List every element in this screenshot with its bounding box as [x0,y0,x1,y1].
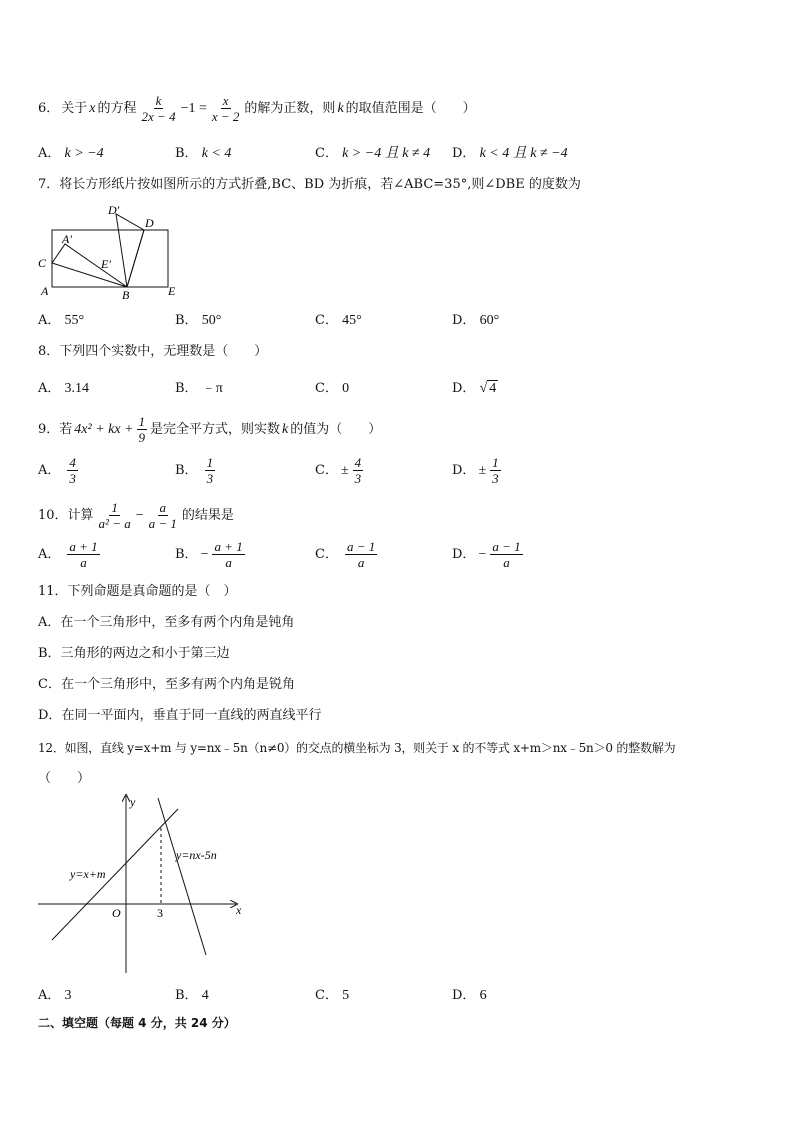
q10-f1-num: 1 [111,500,118,515]
q6-f1-num: k [155,93,162,108]
option-label: A． [38,615,61,630]
option-den: a [357,555,365,570]
sqrt-expression: √ 4 [479,381,497,396]
q6-option-a[interactable] [38,145,104,163]
option-den: 3 [206,471,214,486]
option-num: a − 1 [346,539,376,554]
option-fraction [67,455,78,486]
option-label: B． [175,381,198,396]
option-label: D． [452,146,476,161]
q10-stem [38,500,234,531]
q7-option-c[interactable] [315,312,362,330]
option-text: k > −4 且 k ≠ 4 [342,146,431,161]
option-text: 6 [479,988,487,1003]
option-prefix: ± [478,462,487,478]
q10-option-c[interactable] [315,539,378,570]
option-label: B． [175,988,198,1003]
q10-f2-den: a − 1 [148,516,177,531]
option-label: A． [38,313,61,328]
option-text: 三角形的两边之和小于第三边 [60,646,230,661]
q7-label-c: C [38,256,47,270]
q6-pre: 关于 [61,100,88,116]
option-fraction [490,539,522,570]
option-label: C． [315,146,338,161]
q10-number: 10．计算 [38,507,94,523]
option-label: D． [452,988,476,1003]
q6-f2-num: x [222,93,229,108]
option-text: k > −4 [64,146,104,161]
option-label: D． [452,462,476,478]
q8-option-a[interactable] [38,380,89,398]
q12-label-origin: O [112,906,121,920]
option-label: B． [38,646,61,661]
q7-label-dprime: D′ [108,203,120,217]
option-label: C． [315,313,338,328]
option-label: A． [38,381,61,396]
q10-option-a[interactable] [38,539,101,570]
radicand: 4 [489,381,497,396]
option-text: 3.14 [64,381,90,396]
q6-stem [38,93,476,124]
q6-fraction-1 [140,93,178,124]
q6-option-d[interactable] [452,145,568,163]
q12-option-b[interactable] [175,987,209,1005]
option-text: k < 4 [201,146,232,161]
q7-figure [34,200,194,302]
option-den: a [503,555,510,570]
q7-stem: 7．将长方形纸片按如图所示的方式折叠,BC、BD 为折痕，若∠ABC=35°,则∠DBE 的度数为 [38,177,581,192]
q7-option-a[interactable] [38,312,84,330]
q12-option-d[interactable] [452,987,487,1005]
q10-fraction-2 [147,500,179,531]
option-label: B． [175,462,198,478]
option-prefix: − [478,546,487,562]
option-label: D． [452,546,476,562]
option-fraction [212,539,244,570]
q9-end: 的值为（ ） [290,421,382,437]
option-label: D． [452,381,476,396]
q10-f1-den: a² − a [98,516,131,531]
q9-f-num: 1 [138,414,146,429]
q6-var-k: k [337,100,344,116]
option-fraction [353,455,364,486]
q10-fraction-1 [97,500,133,531]
option-label: B． [175,546,198,562]
option-label: C． [315,381,338,396]
option-text: 55° [64,313,85,328]
q6-minus1: −1 = [180,100,207,116]
q9-option-c[interactable] [315,455,364,486]
option-text: 4 [201,988,209,1003]
option-label: D． [38,708,62,723]
q7-label-e: E [168,284,176,298]
q6-option-c[interactable] [315,145,430,163]
q7-option-b[interactable] [175,312,221,330]
q6-f2-den: x − 2 [211,109,240,124]
option-label: A． [38,546,61,562]
q9-option-a[interactable] [38,455,79,486]
option-text: 45° [342,313,362,328]
q11-option-b[interactable] [38,645,230,663]
q6-end: 的取值范围是（ ） [345,100,476,116]
option-label: A． [38,988,61,1003]
option-text: 0 [342,381,350,396]
q12-label-line1: y=x+m [70,867,106,881]
q6-fraction-2 [210,93,242,124]
option-den: 3 [492,471,499,486]
q9-fraction [137,414,148,445]
q7-folded-part-1 [52,244,127,287]
option-num: 1 [206,455,214,470]
option-label: B． [175,146,198,161]
q8-option-d[interactable] [452,380,498,398]
q6-f1-den: 2x − 4 [141,109,176,124]
option-label: A． [38,146,61,161]
q6-post: 的解为正数，则 [244,100,336,116]
option-fraction [490,455,501,486]
q12-label-line2: y=nx-5n [176,848,217,862]
q9-option-d[interactable] [452,455,502,486]
q9-expression: 4x² + kx + [74,421,134,437]
option-label: A． [38,462,61,478]
q10-minus: − [135,507,144,523]
q9-stem [38,414,381,445]
option-prefix: ± [340,462,349,478]
q12-line-y-nx-minus-5n [158,798,206,955]
q7-label-d: D [145,216,154,230]
q11-option-a[interactable] [38,614,294,632]
option-text: k < 4 且 k ≠ −4 [479,146,568,161]
q7-label-a: A [41,284,49,298]
q12-option-c[interactable] [315,987,349,1005]
q12-option-a[interactable] [38,987,72,1005]
option-den: a [225,555,232,570]
q11-option-c[interactable] [38,676,295,694]
q7-label-b: B [122,288,130,302]
option-label: C． [315,546,338,562]
option-text: 5 [342,988,350,1003]
option-label: C． [315,988,338,1003]
option-text: 在一个三角形中，至多有两个内角是钝角 [60,615,295,630]
q7-crease-bd [127,230,144,287]
q12-label-y-axis: y [130,795,136,809]
option-label: C． [315,462,338,478]
q9-f-den: 9 [138,430,146,445]
option-text: 60° [479,313,500,328]
q6-number: 6． [38,100,60,116]
q10-f2-num: a [159,500,167,515]
option-text: 3 [64,988,72,1003]
option-text: ﹣π [201,381,223,396]
q9-var-k: k [282,421,289,437]
q7-option-d[interactable] [452,312,499,330]
q12-label-x-axis: x [236,903,242,917]
option-text: 50° [201,313,222,328]
option-label: C． [38,677,61,692]
q6-var-x: x [89,100,96,116]
option-num: 1 [492,455,499,470]
q7-label-aprime: A′ [62,232,72,246]
q12-graph [36,790,251,976]
q8-option-c[interactable] [315,380,349,398]
option-num: a − 1 [492,539,521,554]
q6-mid: 的方程 [97,100,137,116]
section-2-title: 二、填空题（每题 4 分，共 24 分） [38,1016,236,1030]
q10-post: 的结果是 [181,507,234,523]
option-fraction [345,539,377,570]
q10-option-d[interactable] [452,539,524,570]
option-text: 在一个三角形中，至多有两个内角是锐角 [60,677,295,692]
option-prefix: − [200,546,209,562]
option-den: a [80,555,87,570]
q7-label-eprime: E′ [101,257,111,271]
q6-option-b[interactable] [175,145,231,163]
q9-number: 9．若 [38,421,73,437]
q12-stem-line-1: 12．如图，直线 y=x+m 与 y=nx﹣5n（n≠0）的交点的横坐标为 3，则关于 x 的不等式 x+m＞nx﹣5n＞0 的整数解为 [38,741,676,755]
option-num: a + 1 [69,539,98,554]
q12-label-tick-3: 3 [157,906,163,920]
option-fraction [67,539,99,570]
option-den: 3 [69,471,76,486]
q8-option-b[interactable] [175,380,223,398]
option-label: B． [175,313,198,328]
option-num: 4 [69,455,76,470]
option-num: 4 [354,455,362,470]
q11-option-d[interactable] [38,707,321,725]
q11-stem: 11．下列命题是真命题的是（ ） [38,584,237,599]
q8-stem: 8．下列四个实数中，无理数是（ ） [38,344,268,359]
option-num: a + 1 [214,539,243,554]
option-fraction [205,455,216,486]
option-label: D． [452,313,476,328]
q9-option-b[interactable] [175,455,216,486]
q10-option-b[interactable] [175,539,246,570]
option-text: 在同一平面内，垂直于同一直线的两直线平行 [61,708,322,723]
q12-stem-line-2: （ ） [38,771,91,786]
option-den: 3 [354,471,362,486]
q9-post: 是完全平方式，则实数 [150,421,281,437]
